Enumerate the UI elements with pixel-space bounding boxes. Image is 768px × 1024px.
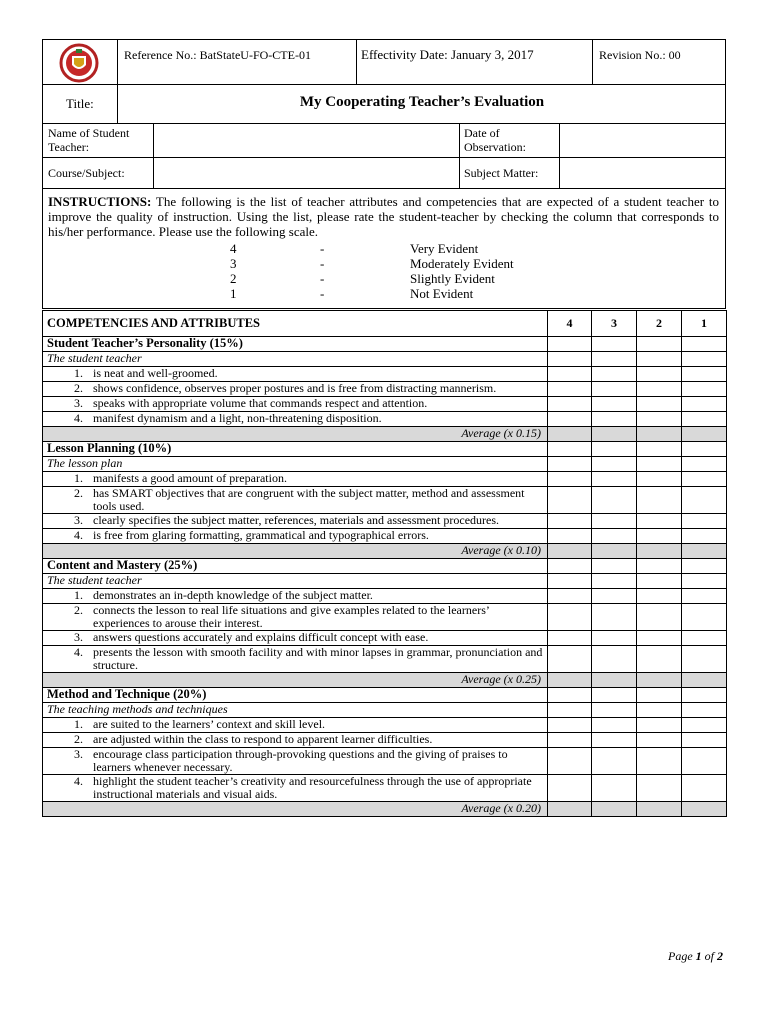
item-text: highlight the student teacher’s creativity and resourcefulness through the use of appropriate instructional materials and visual aids.	[93, 774, 532, 801]
table-row	[43, 382, 727, 397]
col-2-header: 2	[637, 311, 682, 337]
table-row-label	[43, 397, 548, 412]
item-text: presents the lesson with smooth facility and with minor lapses in grammar, pronunciation and structure.	[93, 645, 543, 672]
rating-cell-1	[682, 802, 727, 817]
rating-cell-2	[637, 574, 682, 589]
course-label: Course/Subject:	[48, 166, 125, 180]
scale-dash: -	[320, 286, 325, 301]
item-text: speaks with appropriate volume that commands respect and attention.	[93, 396, 428, 410]
table-row-label	[43, 748, 548, 775]
rating-cell-3[interactable]	[592, 646, 637, 673]
rating-cell-2	[637, 802, 682, 817]
table-row-label	[43, 631, 548, 646]
university-seal-logo	[56, 43, 102, 83]
scale-description: Not Evident	[410, 286, 474, 301]
item-number: 4.	[74, 528, 83, 542]
date-field[interactable]	[560, 124, 725, 157]
rating-cell-1	[682, 688, 727, 703]
section-title-label: Content and Mastery (25%)	[43, 559, 548, 574]
rating-cell-4	[548, 688, 592, 703]
rating-cell-4[interactable]	[548, 412, 592, 427]
table-row-label	[43, 604, 548, 631]
rating-cell-3[interactable]	[592, 589, 637, 604]
rating-cell-3	[592, 337, 637, 352]
scale-row	[0, 271, 768, 286]
section-title-label: Method and Technique (20%)	[43, 688, 548, 703]
col-1-header: 1	[682, 311, 727, 337]
scale-description: Moderately Evident	[410, 256, 514, 271]
table-row	[43, 718, 727, 733]
item-number: 4.	[74, 645, 83, 659]
course-field[interactable]	[154, 158, 458, 188]
average-row-label: Average (x 0.20)	[43, 802, 548, 817]
section-subtitle	[43, 703, 727, 718]
rating-cell-4	[548, 703, 592, 718]
rating-cell-3[interactable]	[592, 529, 637, 544]
section-title	[43, 559, 727, 574]
rating-cell-2[interactable]	[637, 733, 682, 748]
item-number: 3.	[74, 630, 83, 644]
scale-row	[0, 256, 768, 271]
average-row-label: Average (x 0.15)	[43, 427, 548, 442]
rating-cell-2	[637, 703, 682, 718]
table-row	[43, 631, 727, 646]
average-row	[43, 544, 727, 559]
rating-cell-4[interactable]	[548, 514, 592, 529]
rating-cell-3	[592, 673, 637, 688]
item-number: 3.	[74, 396, 83, 410]
col-3-header: 3	[592, 311, 637, 337]
rating-cell-3	[592, 544, 637, 559]
rating-scale	[0, 241, 768, 301]
rating-cell-1[interactable]	[682, 646, 727, 673]
item-number: 4.	[74, 774, 83, 788]
rating-cell-2[interactable]	[637, 367, 682, 382]
item-text: connects the lesson to real life situations and give examples related to the learners’ experiences to arouse their interest.	[93, 603, 489, 630]
table-row-label	[43, 472, 548, 487]
student-name-field[interactable]	[154, 124, 458, 157]
rating-cell-4[interactable]	[548, 487, 592, 514]
average-row-label: Average (x 0.10)	[43, 544, 548, 559]
rating-cell-2	[637, 427, 682, 442]
scale-dash: -	[320, 271, 325, 286]
item-text: clearly specifies the subject matter, references, materials and assessment procedures.	[93, 513, 500, 527]
item-text: are suited to the learners’ context and skill level.	[93, 717, 326, 731]
rating-cell-2[interactable]	[637, 382, 682, 397]
rating-cell-4[interactable]	[548, 631, 592, 646]
rating-cell-4[interactable]	[548, 604, 592, 631]
table-row-label	[43, 775, 548, 802]
page-title: My Cooperating Teacher’s Evaluation	[299, 94, 545, 110]
table-row-label	[43, 487, 548, 514]
rating-cell-2[interactable]	[637, 412, 682, 427]
rating-cell-3	[592, 457, 637, 472]
table-row	[43, 775, 727, 802]
rating-cell-1	[682, 574, 727, 589]
date-label: Date of Observation:	[464, 126, 526, 154]
rating-cell-3[interactable]	[592, 487, 637, 514]
rating-cell-2[interactable]	[637, 604, 682, 631]
item-number: 4.	[74, 411, 83, 425]
item-number: 2.	[74, 732, 83, 746]
rating-cell-2	[637, 457, 682, 472]
rating-cell-4	[548, 802, 592, 817]
rating-cell-3[interactable]	[592, 412, 637, 427]
table-row-label	[43, 382, 548, 397]
table-row	[43, 397, 727, 412]
item-text: has SMART objectives that are congruent with the subject matter, method and assessment tools used.	[93, 486, 525, 513]
section-subtitle-label: The lesson plan	[43, 457, 548, 472]
rating-cell-1[interactable]	[682, 733, 727, 748]
table-row	[43, 529, 727, 544]
rating-cell-1[interactable]	[682, 529, 727, 544]
page-mid: of	[701, 949, 717, 963]
item-text: demonstrates an in-depth knowledge of the subject matter.	[93, 588, 373, 602]
rating-cell-1[interactable]	[682, 718, 727, 733]
rating-cell-1[interactable]	[682, 514, 727, 529]
rating-cell-1[interactable]	[682, 487, 727, 514]
rating-cell-2	[637, 352, 682, 367]
table-row-label	[43, 733, 548, 748]
scale-dash: -	[320, 241, 325, 256]
item-text: answers questions accurately and explains difficult concept with ease.	[93, 630, 429, 644]
item-text: are adjusted within the class to respond to apparent learner difficulties.	[93, 732, 433, 746]
rating-cell-2[interactable]	[637, 589, 682, 604]
rating-cell-4	[548, 337, 592, 352]
rating-cell-2[interactable]	[637, 631, 682, 646]
rating-cell-3[interactable]	[592, 472, 637, 487]
rating-cell-2	[637, 544, 682, 559]
rating-cell-4	[548, 427, 592, 442]
rating-cell-4[interactable]	[548, 646, 592, 673]
rating-cell-1[interactable]	[682, 775, 727, 802]
rating-cell-1[interactable]	[682, 367, 727, 382]
table-row-label	[43, 412, 548, 427]
table-row-label	[43, 646, 548, 673]
table-row	[43, 367, 727, 382]
rating-cell-4[interactable]	[548, 397, 592, 412]
scale-description: Slightly Evident	[410, 271, 495, 286]
rating-cell-3[interactable]	[592, 604, 637, 631]
table-row	[43, 487, 727, 514]
item-text: encourage class participation through-provoking questions and the giving of praises to learners whenever necessary.	[93, 747, 508, 774]
average-row	[43, 802, 727, 817]
rating-cell-4	[548, 352, 592, 367]
revision-number: Revision No.: 00	[599, 48, 681, 62]
item-number: 1.	[74, 588, 83, 602]
item-number: 2.	[74, 603, 83, 617]
rating-cell-2[interactable]	[637, 718, 682, 733]
item-text: shows confidence, observes proper postures and is free from distracting mannerism.	[93, 381, 497, 395]
item-number: 2.	[74, 486, 83, 500]
rating-cell-4	[548, 442, 592, 457]
table-row	[43, 589, 727, 604]
rating-cell-4[interactable]	[548, 775, 592, 802]
rating-cell-2[interactable]	[637, 748, 682, 775]
table-row-label	[43, 718, 548, 733]
page-total: 2	[717, 949, 723, 963]
section-subtitle	[43, 574, 727, 589]
rating-cell-4[interactable]	[548, 367, 592, 382]
item-number: 3.	[74, 747, 83, 761]
page-prefix: Page	[668, 949, 696, 963]
rating-cell-1	[682, 352, 727, 367]
table-row	[43, 604, 727, 631]
rating-cell-1	[682, 337, 727, 352]
section-subtitle-label: The student teacher	[43, 574, 548, 589]
rating-cell-3[interactable]	[592, 775, 637, 802]
rating-cell-4[interactable]	[548, 589, 592, 604]
rating-cell-1	[682, 442, 727, 457]
subject-matter-field[interactable]	[560, 158, 725, 188]
rating-cell-1	[682, 673, 727, 688]
rating-cell-1	[682, 544, 727, 559]
rating-cell-4[interactable]	[548, 382, 592, 397]
rating-cell-1	[682, 427, 727, 442]
table-row-label	[43, 529, 548, 544]
table-row	[43, 472, 727, 487]
scale-number: 1	[230, 286, 237, 301]
rating-cell-3[interactable]	[592, 718, 637, 733]
scale-number: 4	[230, 241, 237, 256]
rating-cell-2[interactable]	[637, 514, 682, 529]
rating-cell-1	[682, 703, 727, 718]
rating-cell-2	[637, 673, 682, 688]
scale-number: 2	[230, 271, 237, 286]
item-text: manifests a good amount of preparation.	[93, 471, 287, 485]
table-row	[43, 733, 727, 748]
section-subtitle-label: The teaching methods and techniques	[43, 703, 548, 718]
rating-cell-4	[548, 457, 592, 472]
item-number: 1.	[74, 471, 83, 485]
rating-cell-2[interactable]	[637, 397, 682, 412]
table-row-label	[43, 589, 548, 604]
section-title-label: Lesson Planning (10%)	[43, 442, 548, 457]
item-number: 1.	[74, 717, 83, 731]
table-row-label	[43, 514, 548, 529]
page-number	[620, 949, 723, 964]
subject-matter-label: Subject Matter:	[464, 166, 539, 180]
section-title	[43, 337, 727, 352]
average-row	[43, 673, 727, 688]
average-row-label: Average (x 0.25)	[43, 673, 548, 688]
rating-cell-1	[682, 559, 727, 574]
rating-cell-1[interactable]	[682, 604, 727, 631]
rating-cell-1	[682, 457, 727, 472]
instructions-text: The following is the list of teacher attributes and competencies that are expected of a student teacher to improve the quality of instruction. Using the list, please rate the student-teacher by checking the column that corresponds to his/her performance. Please use the following scale.	[48, 194, 719, 239]
item-text: manifest dynamism and a light, non-threatening disposition.	[93, 411, 382, 425]
rating-cell-4	[548, 673, 592, 688]
section-subtitle	[43, 457, 727, 472]
rating-cell-2[interactable]	[637, 487, 682, 514]
competencies-table	[42, 310, 727, 817]
rating-cell-4[interactable]	[548, 733, 592, 748]
rating-cell-3	[592, 688, 637, 703]
item-number: 1.	[74, 366, 83, 380]
rating-cell-3	[592, 559, 637, 574]
rating-cell-3[interactable]	[592, 748, 637, 775]
section-subtitle-label: The student teacher	[43, 352, 548, 367]
rating-cell-1[interactable]	[682, 397, 727, 412]
rating-cell-3[interactable]	[592, 367, 637, 382]
rating-cell-2[interactable]	[637, 529, 682, 544]
instructions-lead: INSTRUCTIONS:	[48, 194, 152, 209]
table-header-row	[43, 311, 727, 337]
rating-cell-4	[548, 559, 592, 574]
scale-description: Very Evident	[410, 241, 479, 256]
effectivity-date: Effectivity Date: January 3, 2017	[361, 47, 534, 62]
table-row	[43, 514, 727, 529]
rating-cell-2[interactable]	[637, 472, 682, 487]
scale-number: 3	[230, 256, 237, 271]
item-number: 2.	[74, 381, 83, 395]
rating-cell-4[interactable]	[548, 748, 592, 775]
section-subtitle	[43, 352, 727, 367]
scale-row	[0, 286, 768, 301]
table-row	[43, 646, 727, 673]
rating-cell-1[interactable]	[682, 412, 727, 427]
rating-cell-3[interactable]	[592, 514, 637, 529]
rating-cell-2	[637, 688, 682, 703]
rating-cell-1[interactable]	[682, 382, 727, 397]
student-name-label: Name of Student Teacher:	[48, 126, 130, 154]
rating-cell-1[interactable]	[682, 589, 727, 604]
rating-cell-2	[637, 442, 682, 457]
section-title-label: Student Teacher’s Personality (15%)	[43, 337, 548, 352]
table-row	[43, 748, 727, 775]
page-current: 1	[695, 949, 702, 963]
section-title	[43, 442, 727, 457]
table-row-label	[43, 367, 548, 382]
rating-cell-1[interactable]	[682, 748, 727, 775]
scale-dash: -	[320, 256, 325, 271]
rating-cell-1[interactable]	[682, 631, 727, 646]
rating-cell-4[interactable]	[548, 529, 592, 544]
scale-row	[0, 241, 768, 256]
item-text: is neat and well-groomed.	[93, 366, 218, 380]
col-4-header: 4	[548, 311, 592, 337]
rating-cell-2	[637, 559, 682, 574]
rating-cell-4[interactable]	[548, 472, 592, 487]
rating-cell-4	[548, 544, 592, 559]
rating-cell-3	[592, 442, 637, 457]
rating-cell-3	[592, 703, 637, 718]
rating-cell-4[interactable]	[548, 718, 592, 733]
table-row	[43, 412, 727, 427]
rating-cell-3[interactable]	[592, 631, 637, 646]
rating-cell-2[interactable]	[637, 775, 682, 802]
rating-cell-3	[592, 574, 637, 589]
rating-cell-3	[592, 802, 637, 817]
instructions	[48, 194, 719, 239]
rating-cell-2	[637, 337, 682, 352]
section-title	[43, 688, 727, 703]
rating-cell-3[interactable]	[592, 382, 637, 397]
rating-cell-1[interactable]	[682, 472, 727, 487]
reference-number: Reference No.: BatStateU-FO-CTE-01	[124, 48, 311, 62]
item-text: is free from glaring formatting, grammatical and typographical errors.	[93, 528, 429, 542]
rating-cell-4	[548, 574, 592, 589]
rating-cell-3	[592, 352, 637, 367]
rating-cell-3[interactable]	[592, 397, 637, 412]
rating-cell-2[interactable]	[637, 646, 682, 673]
average-row	[43, 427, 727, 442]
item-number: 3.	[74, 513, 83, 527]
table-header: COMPETENCIES AND ATTRIBUTES	[43, 311, 548, 337]
rating-cell-3[interactable]	[592, 733, 637, 748]
rating-cell-3	[592, 427, 637, 442]
title-label: Title:	[66, 96, 94, 111]
